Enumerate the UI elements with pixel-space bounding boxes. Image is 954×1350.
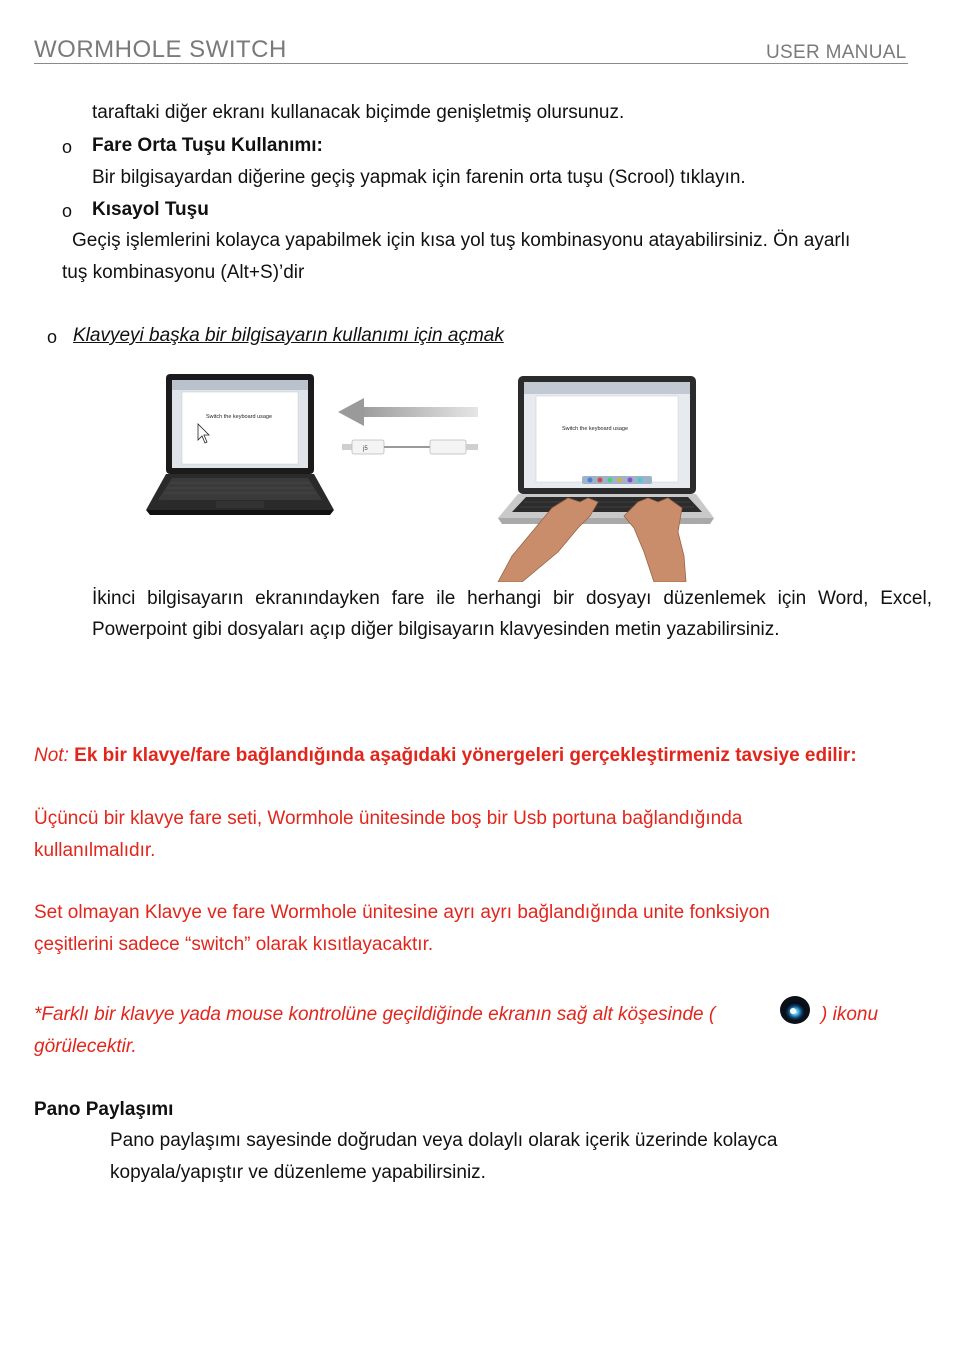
header-title: WORMHOLE SWITCH [34,36,287,63]
cable-brand: j5 [363,446,368,452]
bullet-keyboard-share: o [47,327,58,347]
wormhole-tray-icon [779,995,811,1025]
clipboard-title: Pano Paylaşımı [34,1099,174,1120]
bullet-hotkey: o [62,201,73,221]
dock-icon [582,476,652,484]
right-screen-text: Switch the keyboard usage [562,426,629,432]
para3-line1a: *Farklı bir klavye yada mouse kontrolüne geçildiğinde ekranın sağ alt köşesinde ( [34,1004,716,1025]
keyboard-share-figure [112,352,732,582]
middle-button-text: Bir bilgisayardan diğerine geçiş yapmak için farenin orta tuşu (Scrool) tıklayın. [92,167,746,188]
left-screen-text: Switch the keyboard usage [206,414,273,420]
note-line [34,745,857,767]
middle-button-title [92,135,323,157]
header-rule [34,63,908,64]
right-laptop [498,376,714,524]
clipboard-line2: kopyala/yapıştır ve düzenleme yapabilirsiniz. [110,1162,486,1183]
para3-line1b: ) ikonu [821,1004,879,1025]
middle-button-colon: : [316,135,323,156]
wormhole-cable [342,440,478,454]
keyboard-share-para-line2: Powerpoint gibi dosyaları açıp diğer bilgisayarın klavyesinden metin yazabilirsiniz. [92,619,780,640]
continuation-line: taraftaki diğer ekranı kullanacak biçimde genişletmiş olursunuz. [92,102,625,123]
left-laptop [146,374,334,515]
hotkey-title: Kısayol Tuşu [92,199,209,220]
para2-line2: çeşitlerini sadece “switch” olarak kısıtlayacaktır. [34,934,434,955]
hotkey-line1: Geçiş işlemlerini kolayca yapabilmek için kısa yol tuş kombinasyonu atayabilirsiniz. Ön ayarlı [72,230,851,251]
para3-line2: görülecektir. [34,1036,137,1057]
para1-line1: Üçüncü bir klavye fare seti, Wormhole ünitesinde boş bir Usb portuna bağlandığında [34,808,743,829]
hotkey-line2: tuş kombinasyonu (Alt+S)’dir [62,262,305,283]
keyboard-share-para-line1: İkinci bilgisayarın ekranındayken fare ile herhangi bir dosyayı düzenlemek için Word, Excel, [92,588,932,609]
para2-line1: Set olmayan Klavye ve fare Wormhole ünitesine ayrı ayrı bağlandığında unite fonksiyon [34,902,770,923]
clipboard-line1: Pano paylaşımı sayesinde doğrudan veya dolaylı olarak içerik üzerinde kolayca [110,1130,778,1151]
note-label: Not: [34,745,69,766]
middle-button-title-text: Fare Orta Tuşu Kullanımı [92,135,317,156]
note-text: Ek bir klavye/fare bağlandığında aşağıdaki yönergeleri gerçekleştirmeniz tavsiye edilir: [74,745,857,766]
header-section: USER MANUAL [766,42,907,63]
keyboard-share-title: Klavyeyi başka bir bilgisayarın kullanımı için açmak [73,325,504,346]
bullet-middle-button: o [62,137,73,157]
para1-line2: kullanılmalıdır. [34,840,156,861]
arrow-left-icon [338,398,478,426]
